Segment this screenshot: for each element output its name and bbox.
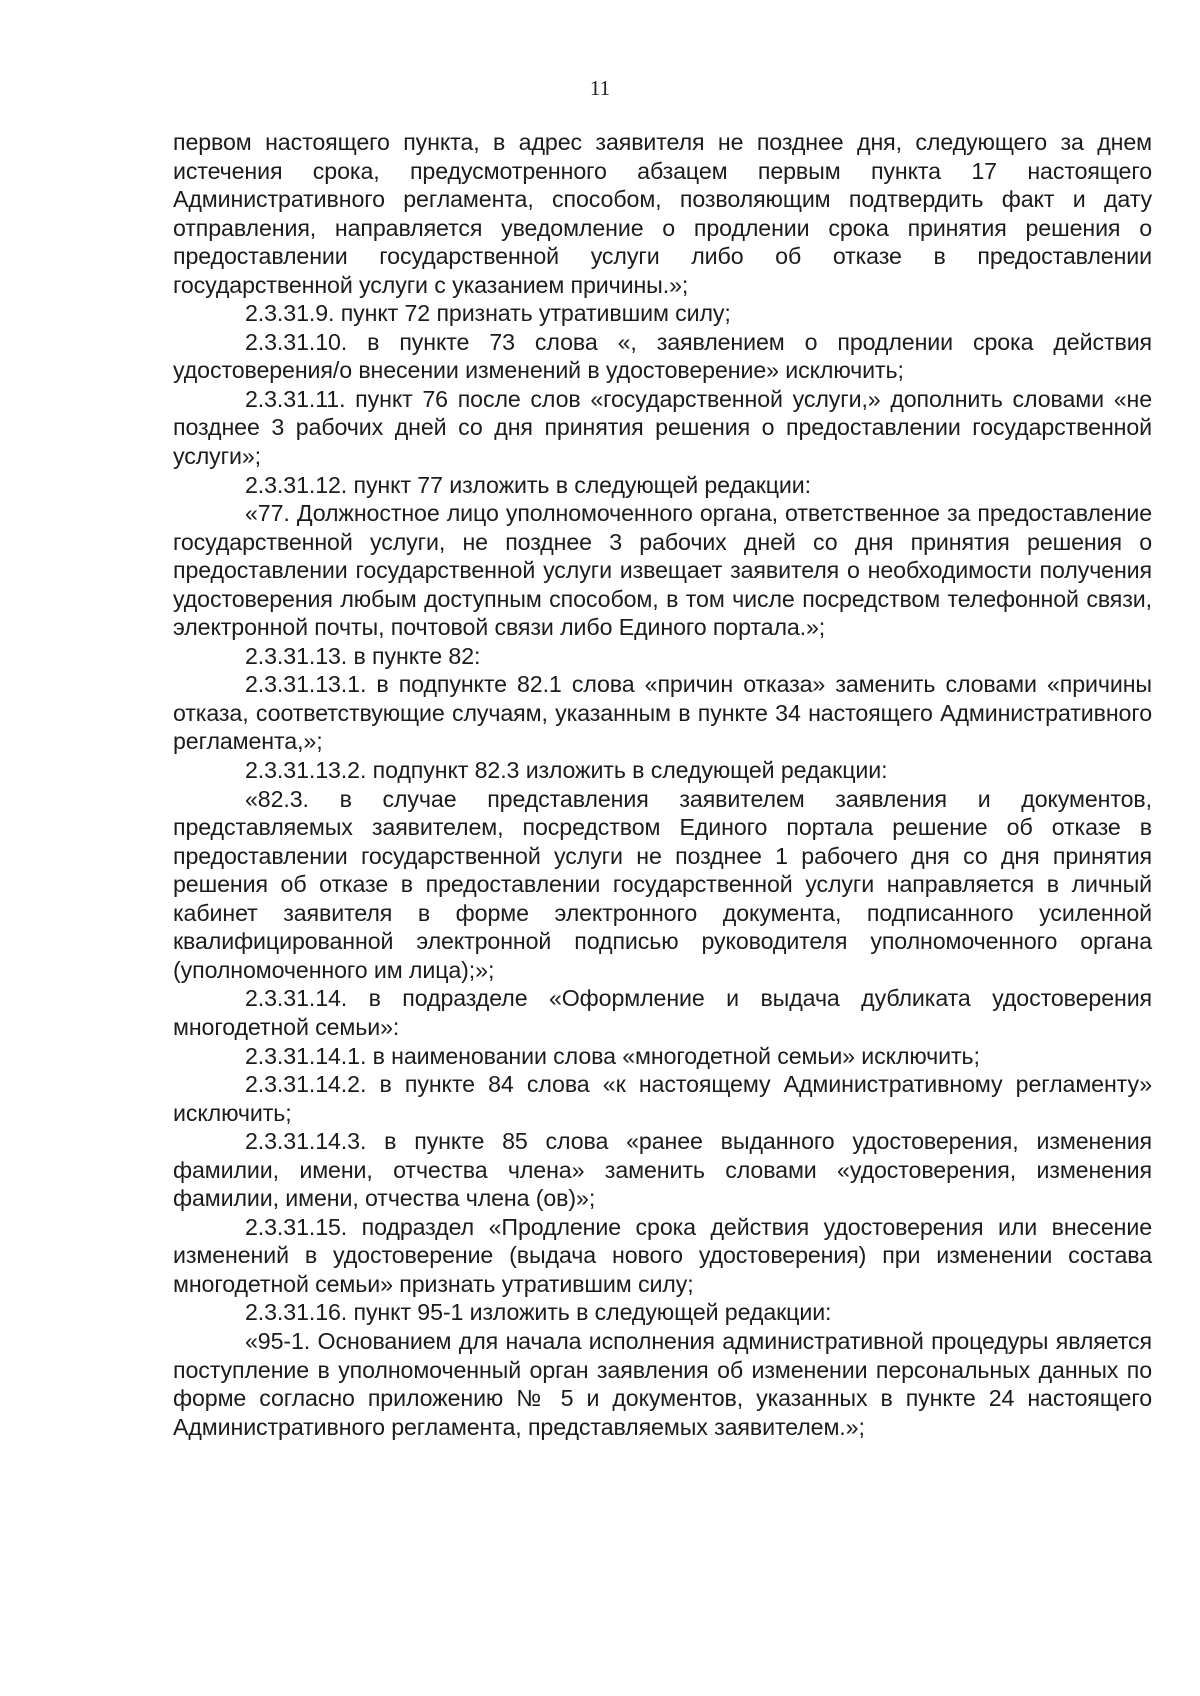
paragraph: 2.3.31.11. пункт 76 после слов «государственной услуги,» дополнить словами «не позднее 3 рабочих дней со дня принятия решения о предоставлении государственной услуги»;	[173, 385, 1152, 470]
paragraph: 2.3.31.14.3. в пункте 85 слова «ранее выданного удостоверения, изменения фамилии, имени, отчества члена» заменить словами «удостоверения, изменения фамилии, имени, отчества члена (ов)»;	[173, 1128, 1152, 1212]
paragraph: «95-1. Основанием для начала исполнения административной процедуры является поступление в уполномоченный орган заявления об изменении персональных данных по форме согласно приложению № 5 и документов, указанных в пункте 24 настоящего Административного регламента, представляемых заявителем.»;	[173, 1327, 1152, 1440]
paragraph: 2.3.31.13.2. подпункт 82.3 изложить в следующей редакции:	[245, 757, 888, 784]
paragraph: 2.3.31.15. подраздел «Продление срока действия удостоверения или внесение изменений в удостоверение (выдача нового удостоверения) при изменении состава многодетной семьи» признать утратившим силу;	[173, 1213, 1152, 1297]
paragraph: 2.3.31.14. в подразделе «Оформление и выдача дубликата удостоверения многодетной семьи»:	[173, 985, 1152, 1040]
paragraph: 2.3.31.14.1. в наименовании слова «многодетной семьи» исключить;	[245, 1042, 980, 1069]
paragraph: 2.3.31.16. пункт 95-1 изложить в следующей редакции:	[245, 1299, 832, 1326]
paragraph: 2.3.31.14.2. в пункте 84 слова «к настоящему Административному регламенту» исключить;	[173, 1071, 1152, 1126]
paragraph: «82.3. в случае представления заявителем заявления и документов, представляемых заявителем, посредством Единого портала решение об отказе в предоставлении государственной услуги не позднее 1 рабочего дня со дня принятия решения об отказе в предоставлении государственной услуги направляется в личный кабинет заявителя в форме электронного документа, подписанного усиленной квалифицированной электронной подписью руководителя уполномоченного органа (уполномоченного им лица);»;	[173, 785, 1152, 983]
paragraph: 2.3.31.9. пункт 72 признать утратившим силу;	[245, 300, 731, 327]
paragraph: 2.3.31.13. в пункте 82:	[245, 642, 481, 669]
paragraph: первом настоящего пункта, в адрес заявителя не позднее дня, следующего за днем истечения срока, предусмотренного абзацем первым пункта 17 настоящего Административного регламента, способом, позволяющим подтвердить факт и дату отправления, направляется уведомление о продлении срока принятия решения о предоставлении государственной услуги либо об отказе в предоставлении государственной услуги с указанием причины.»;	[173, 129, 1152, 298]
paragraph: 2.3.31.12. пункт 77 изложить в следующей редакции:	[245, 471, 811, 498]
paragraph: 2.3.31.10. в пункте 73 слова «, заявлением о продлении срока действия удостоверения/о внесении изменений в удостоверение» исключить;	[173, 328, 1152, 384]
paragraph: «77. Должностное лицо уполномоченного органа, ответственное за предоставление государственной услуги, не позднее 3 рабочих дней со дня принятия решения о предоставлении государственной услуги извещает заявителя о необходимости получения удостоверения любым доступным способом, в том числе посредством телефонной связи, электронной почты, почтовой связи либо Единого портала.»;	[173, 500, 1152, 641]
paragraph: 2.3.31.13.1. в подпункте 82.1 слова «причин отказа» заменить словами «причины отказа, соответствующие случаям, указанным в пункте 34 настоящего Административного регламента,»;	[173, 671, 1152, 755]
page-number: 11	[589, 76, 611, 100]
document-body	[173, 128, 1152, 1441]
